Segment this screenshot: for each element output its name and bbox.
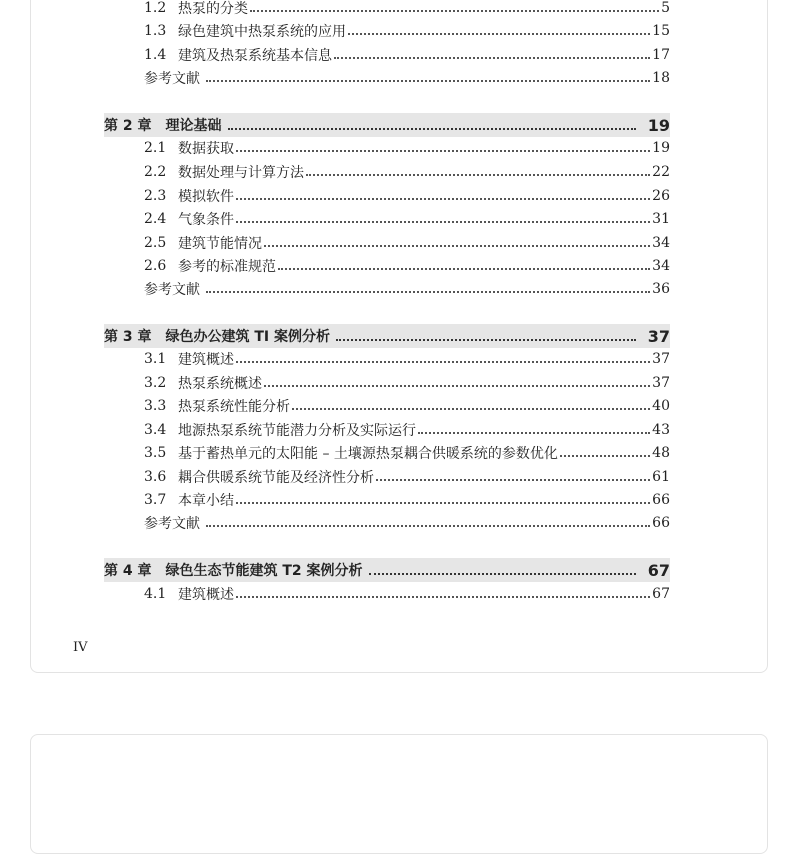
references-page-number: 36: [652, 280, 670, 297]
toc-section-entry[interactable]: [104, 441, 670, 464]
chapter-number: 第 4 章: [104, 563, 152, 579]
toc-chapter-entry[interactable]: [104, 558, 670, 582]
section-number: 3.1: [144, 350, 167, 367]
toc-section-entry[interactable]: [104, 184, 670, 207]
toc-chapter-entry[interactable]: [104, 324, 670, 348]
chapter-page-number: 37: [647, 326, 670, 346]
section-page-number: 5: [661, 0, 670, 16]
dot-leader: [236, 220, 650, 223]
section-title: 绿色建筑中热泵系统的应用: [178, 23, 346, 40]
section-title: 模拟软件: [178, 188, 234, 205]
toc-section-entry[interactable]: [104, 465, 670, 488]
section-page-number: 67: [652, 585, 670, 602]
section-title: 本章小结: [178, 492, 234, 509]
section-page-number: 61: [652, 468, 670, 485]
dot-leader: [292, 407, 650, 410]
section-number: 3.3: [144, 397, 167, 414]
section-title: 热泵系统概述: [178, 375, 262, 392]
section-title: 参考的标准规范: [178, 258, 276, 275]
toc-section-entry[interactable]: [104, 231, 670, 254]
section-title: 数据处理与计算方法: [178, 164, 304, 181]
chapter-title: 绿色生态节能建筑 T2 案例分析: [165, 563, 363, 579]
section-number: 3.2: [144, 374, 167, 391]
toc-section-entry[interactable]: [104, 394, 670, 417]
section-page-number: 26: [652, 187, 670, 204]
references-page-number: 18: [652, 69, 670, 86]
dot-leader: [206, 79, 650, 82]
document-page: [30, 0, 768, 673]
section-number: 2.3: [144, 187, 167, 204]
section-page-number: 66: [652, 491, 670, 508]
toc-section-entry[interactable]: [104, 136, 670, 159]
section-title: 基于蓄热单元的太阳能 – 土壤源热泵耦合供暖系统的参数优化: [178, 445, 558, 462]
section-title: 耦合供暖系统节能及经济性分析: [178, 469, 374, 486]
section-page-number: 37: [652, 374, 670, 391]
section-page-number: 40: [652, 397, 670, 414]
section-title: 气象条件: [178, 211, 234, 228]
next-document-page: [30, 734, 768, 854]
dot-leader: [348, 32, 650, 35]
page-number: IV: [73, 640, 88, 655]
toc-section-entry[interactable]: [104, 160, 670, 183]
section-title: 热泵系统性能分析: [178, 398, 290, 415]
section-number: 3.5: [144, 444, 167, 461]
section-page-number: 15: [652, 22, 670, 39]
toc-section-entry[interactable]: [104, 582, 670, 605]
section-page-number: 34: [652, 234, 670, 251]
toc-references-entry[interactable]: [104, 66, 670, 89]
toc-section-entry[interactable]: [104, 418, 670, 441]
toc-references-entry[interactable]: [104, 277, 670, 300]
dot-leader: [560, 454, 650, 457]
references-page-number: 66: [652, 514, 670, 531]
dot-leader: [236, 360, 650, 363]
section-page-number: 22: [652, 163, 670, 180]
toc-section-entry[interactable]: [104, 347, 670, 370]
section-title: 热泵的分类: [178, 0, 248, 17]
section-number: 2.5: [144, 234, 167, 251]
section-number: 3.6: [144, 468, 167, 485]
dot-leader: [236, 149, 650, 152]
section-number: 2.1: [144, 139, 167, 156]
section-number: 4.1: [144, 585, 167, 602]
chapter-page-number: 67: [647, 560, 670, 580]
toc-section-entry[interactable]: [104, 0, 670, 19]
dot-leader: [369, 572, 636, 575]
dot-leader: [264, 244, 650, 247]
section-number: 1.3: [144, 22, 167, 39]
dot-leader: [264, 384, 650, 387]
section-number: 3.7: [144, 491, 167, 508]
section-number: 2.4: [144, 210, 167, 227]
toc-section-entry[interactable]: [104, 19, 670, 42]
section-page-number: 48: [652, 444, 670, 461]
section-title: 数据获取: [178, 140, 234, 157]
section-number: 2.6: [144, 257, 167, 274]
section-number: 1.4: [144, 46, 167, 63]
toc-section-entry[interactable]: [104, 207, 670, 230]
section-page-number: 17: [652, 46, 670, 63]
dot-leader: [278, 267, 650, 270]
chapter-number: 第 3 章: [104, 329, 152, 345]
section-number: 2.2: [144, 163, 167, 180]
toc-section-entry[interactable]: [104, 488, 670, 511]
dot-leader: [418, 431, 650, 434]
chapter-page-number: 19: [647, 115, 670, 135]
section-title: 建筑概述: [178, 351, 234, 368]
toc-references-entry[interactable]: [104, 511, 670, 534]
section-title: 建筑概述: [178, 586, 234, 603]
references-title: 参考文献: [144, 281, 200, 298]
dot-leader: [236, 501, 650, 504]
dot-leader: [206, 524, 650, 527]
section-number: 1.2: [144, 0, 167, 16]
dot-leader: [236, 197, 650, 200]
toc-chapter-entry[interactable]: [104, 113, 670, 137]
toc-section-entry[interactable]: [104, 371, 670, 394]
toc-section-entry[interactable]: [104, 43, 670, 66]
chapter-title: 理论基础: [165, 118, 222, 134]
dot-leader: [250, 9, 659, 12]
dot-leader: [376, 478, 650, 481]
dot-leader: [228, 127, 636, 130]
dot-leader: [334, 56, 650, 59]
section-title: 建筑节能情况: [178, 235, 262, 252]
references-title: 参考文献: [144, 70, 200, 87]
dot-leader: [206, 290, 650, 293]
section-title: 地源热泵系统节能潜力分析及实际运行: [178, 422, 416, 439]
dot-leader: [336, 338, 636, 341]
section-page-number: 37: [652, 350, 670, 367]
chapter-number: 第 2 章: [104, 118, 152, 134]
section-page-number: 34: [652, 257, 670, 274]
toc-section-entry[interactable]: [104, 254, 670, 277]
chapter-title: 绿色办公建筑 TI 案例分析: [165, 329, 331, 345]
section-page-number: 19: [652, 139, 670, 156]
references-title: 参考文献: [144, 515, 200, 532]
section-number: 3.4: [144, 421, 167, 438]
section-title: 建筑及热泵系统基本信息: [178, 47, 332, 64]
dot-leader: [236, 595, 650, 598]
section-page-number: 31: [652, 210, 670, 227]
dot-leader: [306, 173, 650, 176]
section-page-number: 43: [652, 421, 670, 438]
